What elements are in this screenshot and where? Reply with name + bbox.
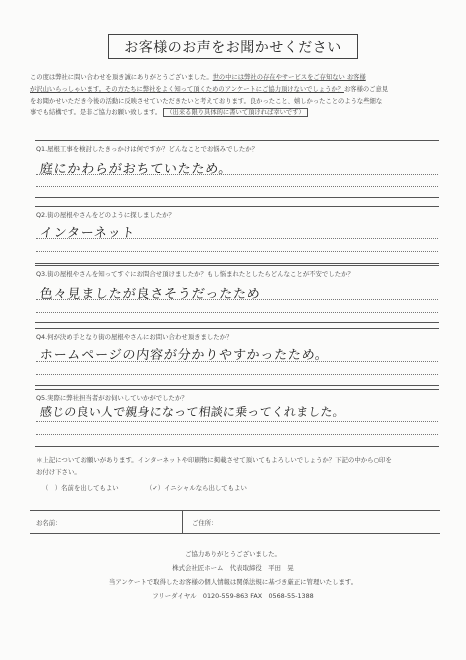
address-field-label: ご住所： [192,519,218,527]
intro-text [30,72,442,119]
question-1-label: Q1.屋根工事を検討したきっかけは何ですか？どんなことでお悩みでしたか？ [36,145,259,153]
question-2-label: Q2.街の屋根やさんをどのように探しましたか？ [36,211,175,219]
name-field-label: お名前： [36,519,62,527]
intro-line-4 [30,107,442,119]
answer-line [36,251,438,252]
answer-line [36,174,438,175]
footer-company: 株式会社匠ホーム 代表取締役 平田 晃 [172,564,294,572]
intro-line-1a: この度は弊社に問い合わせを頂き誠にありがとうございました。 [30,74,213,81]
page-title: お客様のお声をお聞かせください [108,34,358,59]
option-initial[interactable] [146,483,247,492]
footer-privacy: 当アンケートで取得したお客様の個人情報は関係法規に基づき厳正に管理いたします。 [108,578,358,586]
answer-line [36,186,438,187]
intro-line-2a: が沢山いらっしゃいます。その方たちに弊社をよく知って頂くためのアンケートにご協力頂けないでしょうか？ [30,85,344,93]
answer-line [36,299,438,300]
question-3-label: Q3.街の屋根やさんを知ってすぐにお問合せ頂けましたか？もし悩まれたとしたらどんなことが不安でしたか？ [36,270,354,278]
consent-note-line-1: ＊上記についてお願いがあります。インターネットや印刷物に掲載させて頂いてもよろしいでしょうか？下記の中から○印を [36,456,392,464]
option-initial-label: イニシャルなら出してもよい [164,484,247,492]
question-4-label: Q4.何が決め手となり街の屋根やさんにお問い合わせ頂きましたか？ [36,333,233,341]
intro-line-1b: 世の中には弊社の存在やサービスをご存知ない お客様 [212,74,366,81]
consent-note-line-2: お付け下さい。 [36,468,81,476]
field-divider [182,511,183,533]
answer-line [36,312,438,313]
option-name-label: 名前を出してもよい [61,484,119,492]
question-1-answer[interactable]: 庭にかわらがおちていたため。 [39,162,234,177]
question-3-answer[interactable]: 色々見ましたが良さそうだったため [39,287,262,302]
answer-line [36,374,438,375]
answer-line [36,421,438,422]
name-address-row [30,510,440,534]
intro-line-2 [30,84,442,96]
intro-line-3: をお聞かせいただき今後の活動に反映させていただきたいと考えております。良かったこと、嬉しかったことのような些細な [30,97,383,105]
question-4-answer[interactable]: ホームページの内容が分かりやすかったため。 [39,348,330,363]
option-name-checkbox[interactable]: （ ） [42,484,62,492]
intro-line-2b: お客様のご意見 [343,85,389,93]
answer-line [36,434,438,435]
answer-line [36,361,438,362]
intro-line-4a: 事でも結構です。是非ご協力お願い致します。 [30,109,162,117]
footer-contact: フリーダイヤル 0120-559-863 FAX 0568-55-1388 [152,592,314,600]
question-5-answer[interactable]: 感じの良い人で親身になって相談に乗ってくれました。 [39,405,346,419]
footer-thanks: ご協力ありがとうございました。 [185,550,281,558]
option-name[interactable] [42,483,119,492]
intro-line-1 [30,72,442,84]
answer-line [36,238,438,239]
question-2-answer[interactable]: インターネット [39,226,137,241]
question-5-label: Q5.実際に弊社担当者がお伺いしていかがでしたか？ [36,394,188,402]
intro-line-4b: （出来る限り具体的に書いて頂ければ幸いです） [163,108,308,117]
option-initial-checkbox[interactable]: （✓） [146,484,165,492]
